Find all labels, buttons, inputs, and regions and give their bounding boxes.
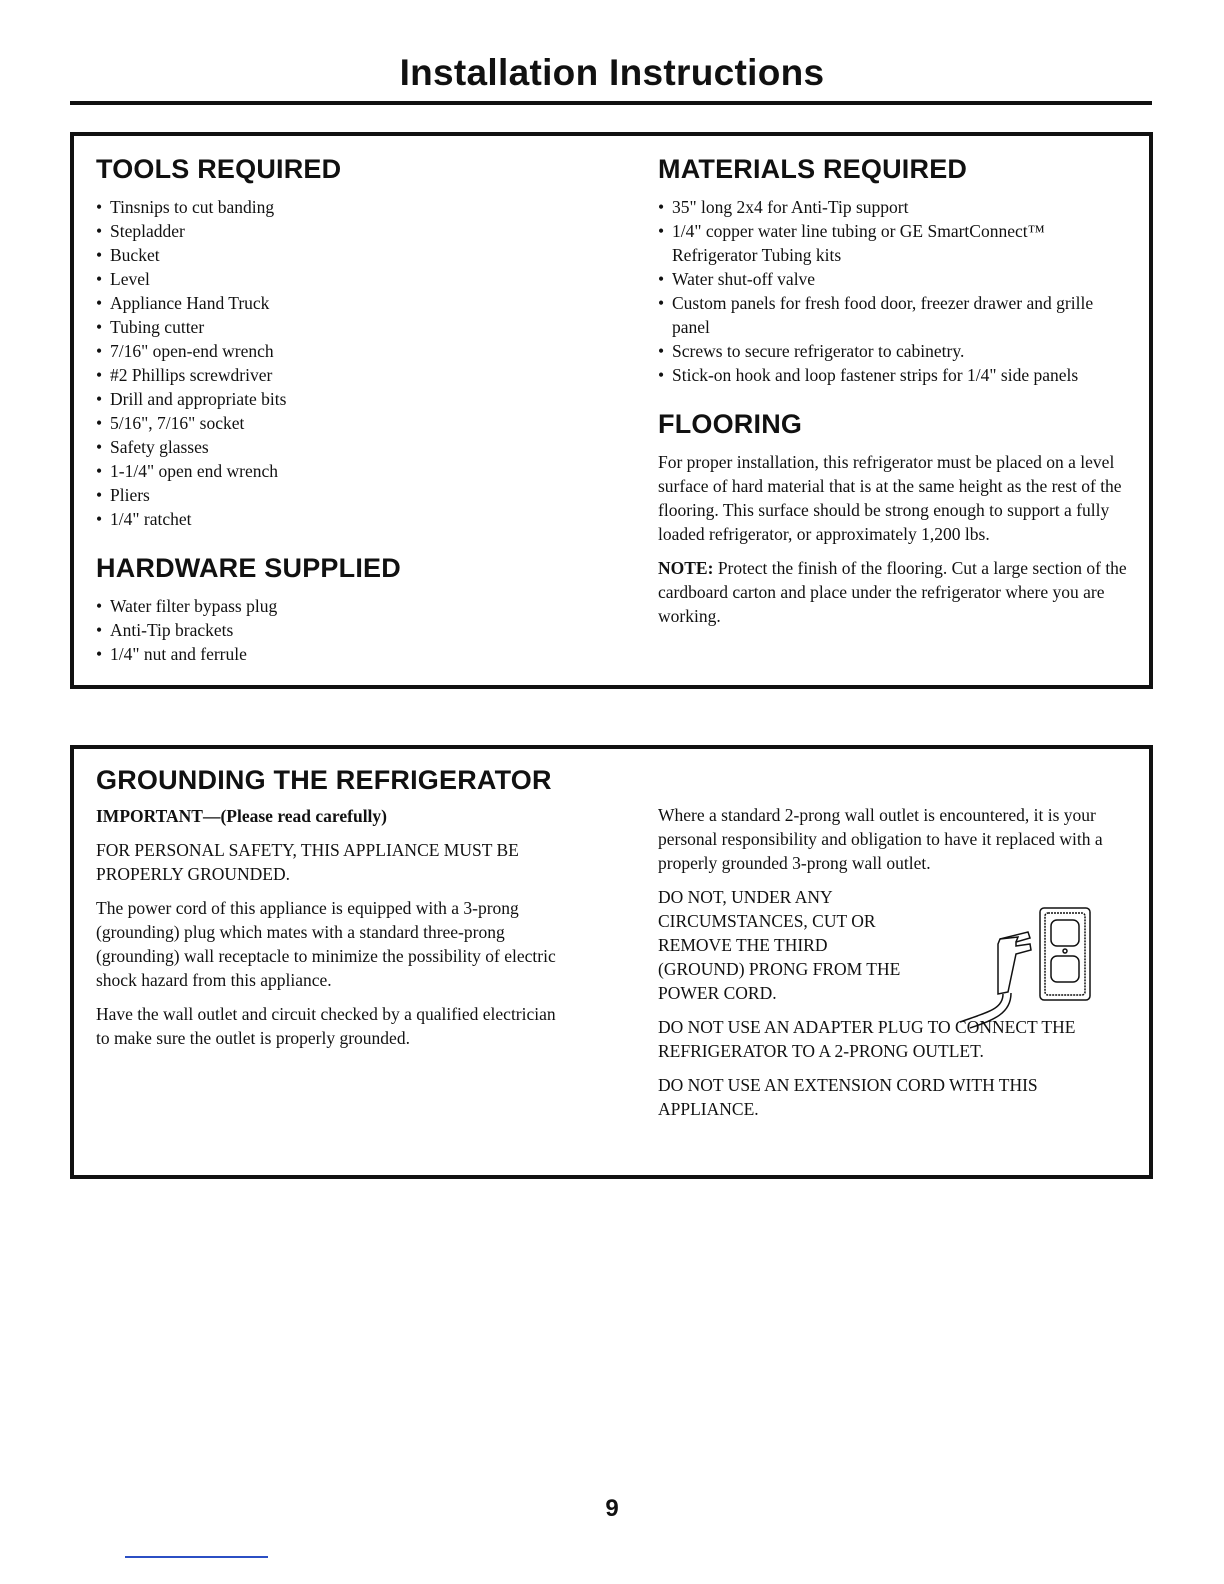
materials-item: • 35" long 2x4 for Anti-Tip support [658,195,1128,219]
tools-item: • #2 Phillips screwdriver [96,363,576,387]
grounded-plug-outlet-illustration [948,894,1098,1034]
materials-list [658,195,1128,387]
tools-item: • Appliance Hand Truck [96,291,576,315]
materials-heading: MATERIALS REQUIRED [658,154,968,184]
tools-item: • Tinsnips to cut banding [96,195,576,219]
power-cord-text: The power cord of this appliance is equipped with a 3-prong (grounding) plug which mates with a standard three-prong (grounding) wall receptacle to minimize the possibility of electric shock hazard from this appliance. [96,898,556,990]
tools-item: • 1/4" ratchet [96,507,576,531]
grounding-left-column [96,765,566,1060]
grounding-heading: GROUNDING THE REFRIGERATOR [96,765,552,795]
hardware-heading: HARDWARE SUPPLIED [96,553,401,583]
important-label: IMPORTANT—(Please read carefully) [96,806,387,826]
tools-item: • 5/16", 7/16" socket [96,411,576,435]
right-column [658,154,1128,638]
tools-item: • Level [96,267,576,291]
page-number: 9 [605,1495,619,1522]
tools-item: • 1-1/4" open end wrench [96,459,576,483]
tools-item: • Drill and appropriate bits [96,387,576,411]
hardware-item: • Anti-Tip brackets [96,618,576,642]
materials-item: • Screws to secure refrigerator to cabinetry. [658,339,1128,363]
tools-item: • Stepladder [96,219,576,243]
hardware-list [96,594,576,666]
flooring-note [658,556,1128,628]
materials-item: • Stick-on hook and loop fastener strips for 1/4" side panels [658,363,1128,387]
tools-item: • Pliers [96,483,576,507]
left-column [96,154,576,666]
footer-link-line [125,1556,268,1558]
tools-item: • Tubing cutter [96,315,576,339]
flooring-text: For proper installation, this refrigerator must be placed on a level surface of hard material that is at the same height as the rest of the flooring. This surface should be strong enough to support a fully loaded refrigerator, or approximately 1,200 lbs. [658,452,1122,544]
page-title: Installation Instructions [399,52,825,93]
no-adapter-text: DO NOT USE AN ADAPTER PLUG TO CONNECT THE REFRIGERATOR TO A 2-PRONG OUTLET. [658,1017,1076,1061]
tools-heading: TOOLS REQUIRED [96,154,342,184]
note-label: NOTE: [658,558,714,578]
outlet-check-text: Have the wall outlet and circuit checked by a qualified electrician to make sure the outlet is properly grounded. [96,1004,556,1048]
materials-item: • Custom panels for fresh food door, freezer drawer and grille panel [658,291,1128,339]
flooring-heading: FLOORING [658,409,803,439]
hardware-item: • 1/4" nut and ferrule [96,642,576,666]
tools-item: • 7/16" open-end wrench [96,339,576,363]
tools-list [96,195,576,531]
title-rule [70,101,1152,105]
no-extension-text: DO NOT USE AN EXTENSION CORD WITH THIS APPLIANCE. [658,1075,1038,1119]
hardware-item: • Water filter bypass plug [96,594,576,618]
safety-text: FOR PERSONAL SAFETY, THIS APPLIANCE MUST BE PROPERLY GROUNDED. [96,840,519,884]
materials-item: • 1/4" copper water line tubing or GE SmartConnect™ Refrigerator Tubing kits [658,219,1128,267]
requirements-box [70,132,1153,689]
tools-item: • Safety glasses [96,435,576,459]
do-not-cut-text: DO NOT, UNDER ANY CIRCUMSTANCES, CUT OR REMOVE THE THIRD (GROUND) PRONG FROM THE POWER CORD. [658,887,901,1003]
note-text: Protect the finish of the flooring. Cut a large section of the cardboard carton and place under the refrigerator where you are working. [658,558,1127,626]
tools-item: • Bucket [96,243,576,267]
two-prong-text: Where a standard 2-prong wall outlet is encountered, it is your personal responsibility and obligation to have it replaced with a properly grounded 3-prong wall outlet. [658,805,1103,873]
materials-item: • Water shut-off valve [658,267,1128,291]
